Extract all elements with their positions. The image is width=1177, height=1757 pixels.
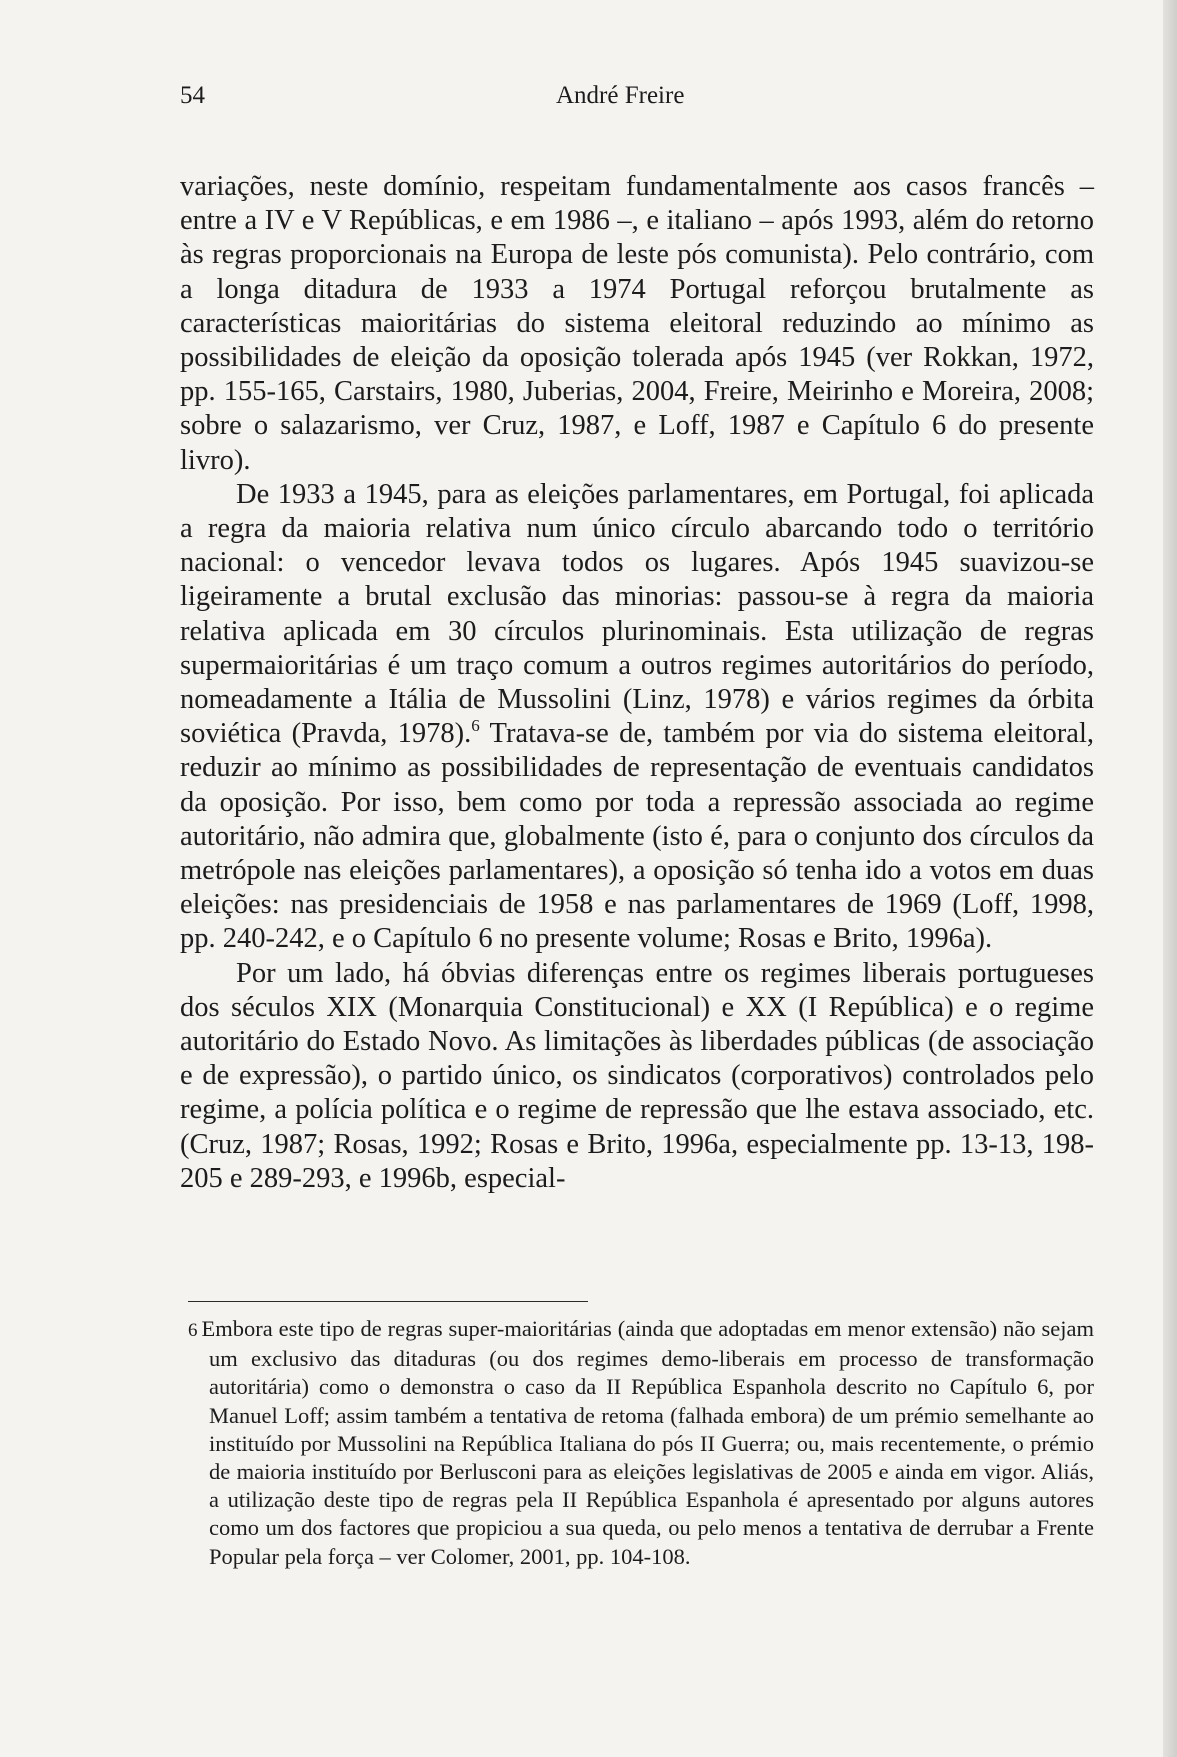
page-header — [180, 82, 1080, 112]
footnote-divider — [188, 1301, 588, 1302]
main-text — [180, 170, 1094, 1196]
paragraph: variações, neste domínio, respeitam fundamentalmente aos casos francês – entre a IV e V Repúblicas, e em 1986 –, e italiano – após 1993, além do retorno às regras proporcionais na Europa de leste pós comunista). Pelo contrário, com a longa ditadura de 1933 a 1974 Portugal reforçou brutalmente as características maioritárias do sistema eleitoral reduzindo ao mínimo as possibilidades de eleição da oposição tolerada após 1945 (ver Rokkan, 1972, pp. 155-165, Carstairs, 1980, Juberias, 2004, Freire, Meirinho e Moreira, 2008; sobre o salazarismo, ver Cruz, 1987, e Loff, 1987 e Capítulo 6 do presente livro). — [180, 171, 1094, 476]
footnote-number: 6 — [188, 1320, 198, 1341]
paragraph — [180, 478, 1094, 957]
page-edge-shadow — [1163, 0, 1177, 1757]
paragraph: Por um lado, há óbvias diferenças entre os regimes liberais portugueses dos séculos XIX (Monarquia Constitucional) e XX (I República) e o regime autoritário do Estado Novo. As limitações às liberdades públicas (de associação e de expressão), o partido único, os sindicatos (corporativos) controlados pelo regime, a polícia política e o regime de repressão que lhe estava associado, etc. (Cruz, 1987; Rosas, 1992; Rosas e Brito, 1996a, especialmente pp. 13-13, 198-205 e 289-293, e 1996b, especial- — [180, 957, 1094, 1194]
paragraph-text: Tratava-se de, também por via do sistema eleitoral, reduzir ao mínimo as possibilidades de representação de eventuais candidatos da oposição. Por isso, bem como por toda a repressão associada ao regime autoritário, não admira que, globalmente (isto é, para o conjunto dos círculos da metrópole nas eleições parlamentares), a oposição só tenha ido a votos em duas eleições: nas presidenciais de 1958 e nas parlamentares de 1969 (Loff, 1998, pp. 240-242, e o Capítulo 6 no presente volume; Rosas e Brito, 1996a). — [180, 718, 1094, 955]
footnote-text: Embora este tipo de regras super-maioritárias (ainda que adoptadas em menor extensão) não sejam um exclusivo das ditaduras (ou dos regimes demo-liberais em processo de transformação autoritária) como o demonstra o caso da II República Espanhola descrito no Capítulo 6, por Manuel Loff; assim também a tentativa de retoma (falhada embora) de um prémio semelhante ao instituído por Mussolini na República Italiana do pós II Guerra; ou, mais recentemente, o prémio de maioria instituído por Berlusconi para as eleições legislativas de 2005 e ainda em vigor. Aliás, a utilização deste tipo de regras pela II República Espanhola é apresentado por alguns autores como um dos factores que propiciou a sua queda, ou pelo menos a tentativa de derrubar a Frente Popular pela força – ver Colomer, 2001, pp. 104-108. — [201, 1316, 1094, 1569]
paragraph-text: De 1933 a 1945, para as eleições parlamentares, em Portugal, foi aplicada a regra da maioria relativa num único círculo abarcando todo o território nacional: o vencedor levava todos os lugares. Após 1945 suavizou-se ligeiramente a brutal exclusão das minorias: passou-se à regra da maioria relativa aplicada em 30 círculos plurinominais. Esta utilização de regras supermaioritárias é um traço comum a outros regimes autoritários do período, nomeadamente a Itália de Mussolini (Linz, 1978) e vários regimes da órbita soviética (Pravda, 1978). — [180, 478, 1094, 750]
page-number: 54 — [180, 82, 205, 109]
footnote-reference: 6 — [471, 716, 480, 736]
running-head-author: André Freire — [556, 82, 685, 109]
footnote — [188, 1315, 1094, 1571]
footnote-body — [188, 1315, 1094, 1571]
